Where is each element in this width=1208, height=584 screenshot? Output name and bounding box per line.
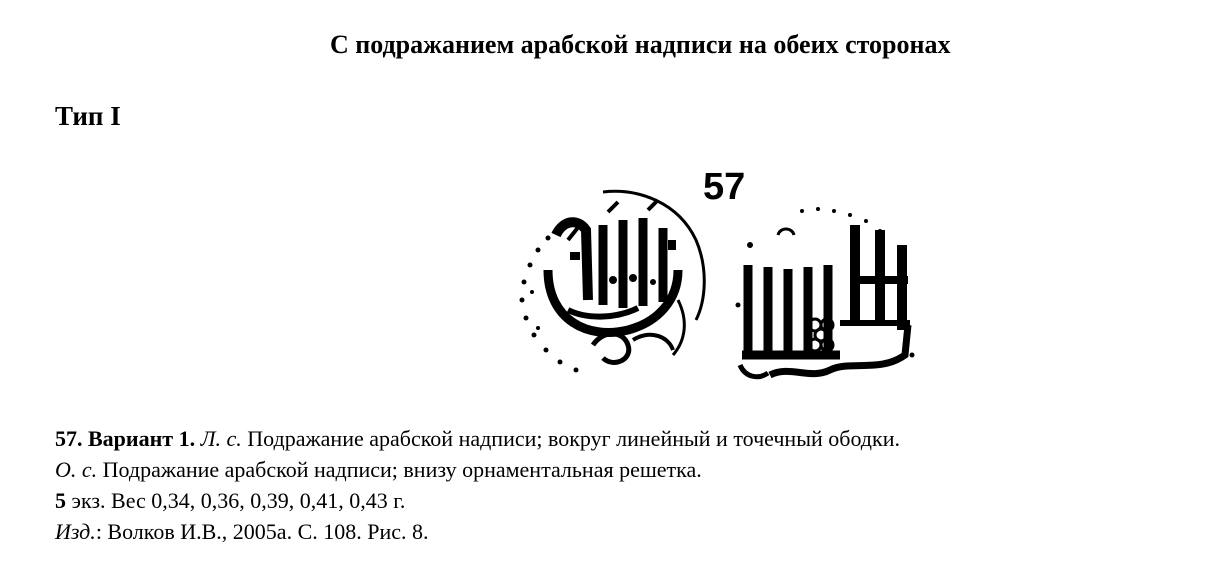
coin-obverse-image xyxy=(508,180,713,385)
weight-text: экз. Вес 0,34, 0,36, 0,39, 0,41, 0,43 г. xyxy=(71,488,406,513)
publication-text: : Волков И.В., 2005а. С. 108. Рис. 8. xyxy=(95,519,429,544)
specimen-count: 5 xyxy=(55,488,66,513)
obverse-abbr: Л. с. xyxy=(200,426,242,451)
publication-abbr: Изд. xyxy=(55,519,96,544)
description-line-3 xyxy=(55,485,900,516)
type-title: Тип I xyxy=(55,101,121,131)
coin-number: 57 xyxy=(703,166,746,208)
description-line-4 xyxy=(55,516,900,547)
reverse-text: Подражание арабской надписи; внизу орнаментальная решетка. xyxy=(102,457,702,482)
coin-description xyxy=(55,423,900,547)
section-title: С подражанием арабской надписи на обеих сторонах xyxy=(330,30,951,59)
reverse-abbr: О. с. xyxy=(55,457,98,482)
obverse-text: Подражание арабской надписи; вокруг линейный и точечный ободки. xyxy=(247,426,900,451)
coin-reverse-image xyxy=(730,205,920,390)
description-line-2 xyxy=(55,454,900,485)
description-line-1 xyxy=(55,423,900,454)
entry-variant: Вариант 1. xyxy=(88,426,196,451)
entry-number: 57. xyxy=(55,426,83,451)
